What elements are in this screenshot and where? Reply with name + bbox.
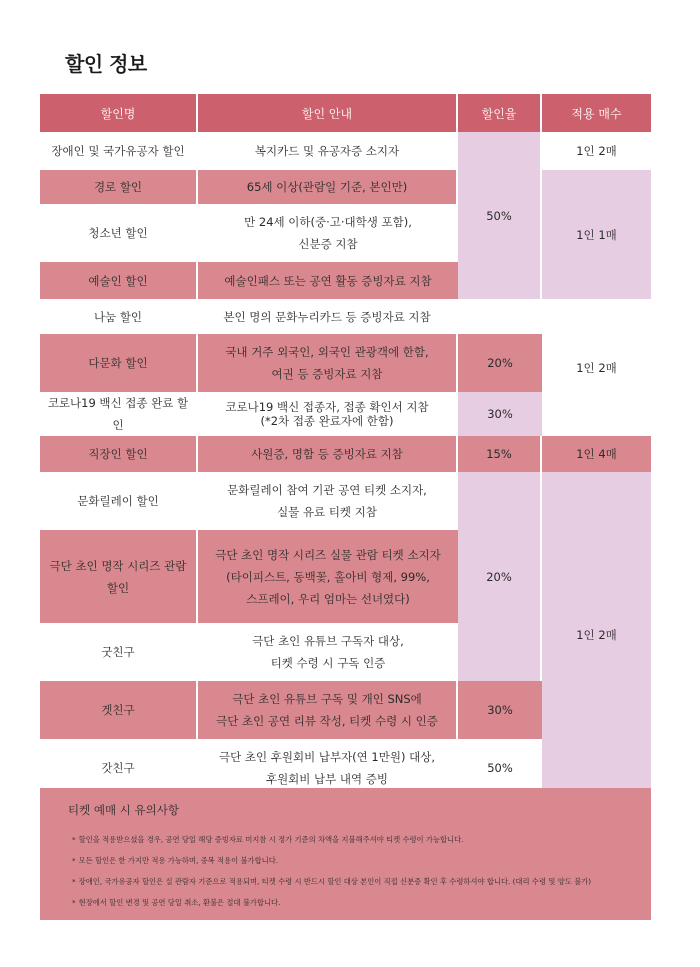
discount-guide: 예술인패스 또는 공연 활동 증빙자료 지참 bbox=[198, 262, 458, 299]
discount-name: 직장인 할인 bbox=[40, 436, 198, 472]
discount-guide: 만 24세 이하(중·고·대학생 포함), 신분증 지참 bbox=[198, 204, 458, 262]
header-rate: 할인율 bbox=[458, 94, 542, 132]
header-name: 할인명 bbox=[40, 94, 198, 132]
discount-name: 겟친구 bbox=[40, 681, 198, 739]
discount-name: 갓친구 bbox=[40, 739, 198, 797]
discount-name: 굿친구 bbox=[40, 623, 198, 681]
discount-name: 예술인 할인 bbox=[40, 262, 198, 299]
rate-cell: 20% bbox=[458, 472, 542, 681]
table-row bbox=[40, 299, 651, 334]
rate-cell-empty bbox=[458, 299, 542, 334]
table-row bbox=[40, 436, 651, 472]
discount-guide: 코로나19 백신 접종자, 접종 확인서 지참 (*2차 접종 완료자에 한함) bbox=[198, 392, 458, 436]
discount-table bbox=[40, 94, 651, 797]
discount-name: 나눔 할인 bbox=[40, 299, 198, 334]
discount-guide: 사원증, 명함 등 증빙자료 지참 bbox=[198, 436, 458, 472]
table-row bbox=[40, 132, 651, 170]
rate-cell: 30% bbox=[458, 392, 542, 436]
quantity-cell: 1인 1매 bbox=[542, 170, 651, 299]
notes-box bbox=[40, 788, 651, 920]
quantity-cell: 1인 4매 bbox=[542, 436, 651, 472]
discount-name: 문화릴레이 할인 bbox=[40, 472, 198, 530]
discount-guide: 극단 초인 유튜브 구독자 대상, 티켓 수령 시 구독 인증 bbox=[198, 623, 458, 681]
note-item: * 장애인, 국가유공자 할인은 실 관람자 기준으로 적용되며, 티켓 수령 시 반드시 할인 대상 본인이 직접 신분증 확인 후 수령하셔야 합니다. (대리 수령 및 양도 불가) bbox=[68, 876, 623, 887]
quantity-cell: 1인 2매 bbox=[542, 472, 651, 797]
table-row bbox=[40, 472, 651, 530]
rate-cell: 50% bbox=[458, 132, 542, 299]
notes-title: 티켓 예매 시 유의사항 bbox=[68, 803, 179, 817]
header-quantity: 적용 매수 bbox=[542, 94, 651, 132]
page-title: 할인 정보 bbox=[65, 52, 147, 76]
note-item: * 할인을 적용받으셨을 경우, 공연 당일 해당 증빙자료 미지참 시 정가 기준의 차액을 지불해주셔야 티켓 수령이 가능합니다. bbox=[68, 834, 623, 845]
discount-guide: 문화릴레이 참여 기관 공연 티켓 소지자, 실물 유료 티켓 지참 bbox=[198, 472, 458, 530]
rate-cell: 50% bbox=[458, 739, 542, 797]
rate-cell: 15% bbox=[458, 436, 542, 472]
note-item: * 현장에서 할인 변경 및 공연 당일 취소, 환불은 절대 불가합니다. bbox=[68, 897, 623, 908]
header-guide: 할인 안내 bbox=[198, 94, 458, 132]
table-header-row bbox=[40, 94, 651, 132]
discount-guide: 복지카드 및 유공자증 소지자 bbox=[198, 132, 458, 170]
discount-guide: 본인 명의 문화누리카드 등 증빙자료 지참 bbox=[198, 299, 458, 334]
discount-name: 청소년 할인 bbox=[40, 204, 198, 262]
discount-name: 경로 할인 bbox=[40, 170, 198, 204]
discount-guide: 국내 거주 외국인, 외국인 관광객에 한함, 여권 등 증빙자료 지참 bbox=[198, 334, 458, 392]
discount-name: 다문화 할인 bbox=[40, 334, 198, 392]
note-item: * 모든 할인은 한 가지만 적용 가능하며, 중복 적용이 불가합니다. bbox=[68, 855, 623, 866]
discount-name: 장애인 및 국가유공자 할인 bbox=[40, 132, 198, 170]
notes-list bbox=[68, 834, 623, 908]
rate-cell: 30% bbox=[458, 681, 542, 739]
discount-name: 코로나19 백신 접종 완료 할인 bbox=[40, 392, 198, 436]
discount-guide: 극단 초인 명작 시리즈 실물 관람 티켓 소지자 (타이피스트, 동백꽃, 홀아비 형제, 99%, 스프레이, 우리 엄마는 선녀였다) bbox=[198, 530, 458, 623]
discount-guide: 극단 초인 유튜브 구독 및 개인 SNS에 극단 초인 공연 리뷰 작성, 티켓 수령 시 인증 bbox=[198, 681, 458, 739]
rate-cell: 20% bbox=[458, 334, 542, 392]
discount-guide: 극단 초인 후원회비 납부자(연 1만원) 대상, 후원회비 납부 내역 증빙 bbox=[198, 739, 458, 797]
table-row bbox=[40, 170, 651, 204]
discount-guide: 65세 이상(관람일 기준, 본인만) bbox=[198, 170, 458, 204]
quantity-cell: 1인 2매 bbox=[542, 299, 651, 436]
discount-name: 극단 초인 명작 시리즈 관람 할인 bbox=[40, 530, 198, 623]
quantity-cell: 1인 2매 bbox=[542, 132, 651, 170]
